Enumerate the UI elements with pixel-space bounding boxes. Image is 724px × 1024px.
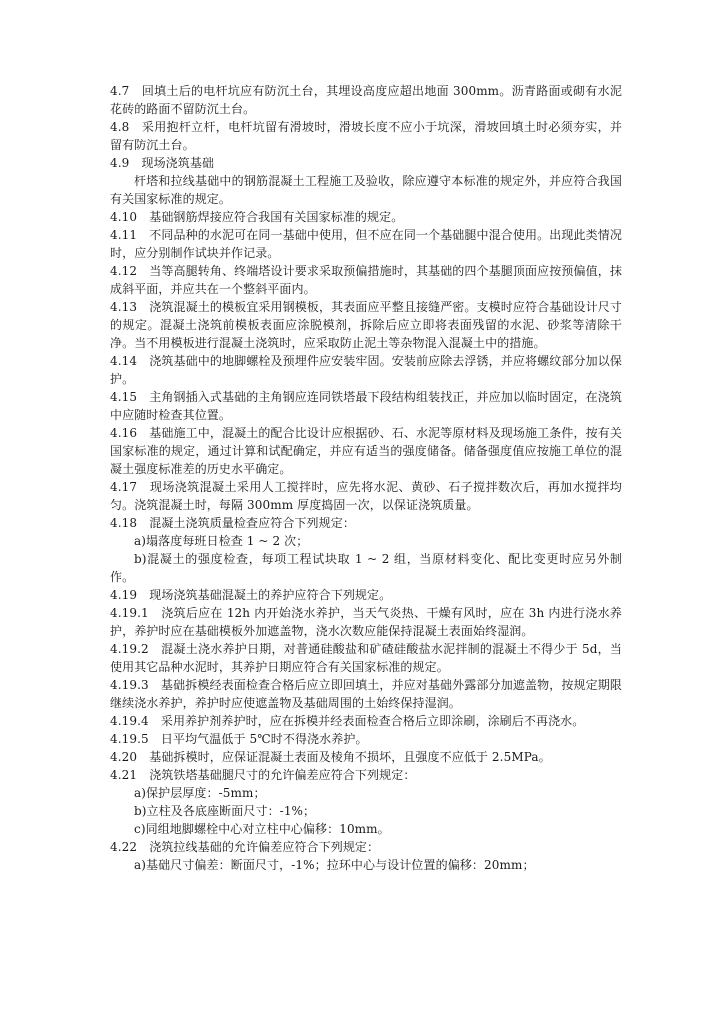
clause-4-18: 4.18 混凝土浇筑质量检查应符合下列规定： [110, 516, 355, 530]
clause-4-18-a: a)塌落度每班日检查 1 ~ 2 次； [134, 534, 309, 548]
clause-4-22: 4.22 浇筑拉线基础的允许偏差应符合下列规定： [110, 840, 380, 854]
clause-4-11: 4.11 不同品种的水泥可在同一基础中使用，但不应在同一个基础腿中混合使用。出现此类情况时，应分别制作试块并作记录。 [110, 228, 622, 260]
clause-4-20: 4.20 基础拆模时，应保证混凝土表面及棱角不损坏，且强度不应低于 2.5MPa。 [110, 750, 551, 764]
clause-4-19-2: 4.19.2 混凝土浇水养护日期，对普通硅酸盐和矿碴硅酸盐水泥拌制的混凝土不得少于 5d，当使用其它品种水泥时，其养护日期应符合有关国家标准的规定。 [110, 642, 622, 674]
clause-4-21-a: a)保护层厚度：-5mm； [134, 786, 266, 800]
clause-4-19: 4.19 现场浇筑基础混凝土的养护应符合下列规定。 [110, 588, 392, 602]
clause-4-21-c: c)同组地脚螺栓中心对立柱中心偏移：10mm。 [134, 822, 390, 836]
clause-4-14: 4.14 浇筑基础中的地脚螺栓及预埋件应安装牢固。安装前应除去浮锈，并应将螺纹部分加以保护。 [110, 354, 622, 386]
clause-4-19-1: 4.19.1 浇筑后应在 12h 内开始浇水养护，当天气炎热、干燥有风时，应在 3h 内进行浇水养护，养护时应在基础模板外加遮盖物，浇水次数应能保持混凝土表面始终湿润。 [110, 606, 622, 638]
clause-4-18-b: b)混凝土的强度检查，每项工程试块取 1 ~ 2 组，当原材料变化、配比变更时应另外制作。 [110, 552, 622, 584]
clause-4-9-heading: 4.9 现场浇筑基础 [110, 156, 215, 170]
clause-4-19-3: 4.19.3 基础拆模经表面检查合格后应立即回填土，并应对基础外露部分加遮盖物，按规定期限继续浇水养护，养护时应使遮盖物及基础周围的土始终保持湿润。 [110, 678, 622, 710]
clause-4-21-b: b)立柱及各底座断面尺寸：-1%； [134, 804, 316, 818]
clause-4-9-body: 杆塔和拉线基础中的钢筋混凝土工程施工及验收，除应遵守本标准的规定外，并应符合我国有关国家标准的规定。 [110, 174, 622, 206]
clause-4-10: 4.10 基础钢筋焊接应符合我国有关国家标准的规定。 [110, 210, 404, 224]
clause-4-13: 4.13 浇筑混凝土的模板宜采用钢模板，其表面应平整且接缝严密。支模时应符合基础设计尺寸的规定。混凝土浇筑前模板表面应涂脱模剂，拆除后应立即将表面残留的水泥、砂浆等清除干净。当不用模板进行混凝土浇筑时，应采取防止泥土等杂物混入混凝土中的措施。 [110, 300, 622, 350]
clause-4-19-4: 4.19.4 采用养护剂养护时，应在拆模并经表面检查合格后立即涂刷，涂刷后不再浇水。 [110, 714, 585, 728]
clause-4-12: 4.12 当等高腿转角、终端塔设计要求采取预偏措施时，其基础的四个基腿顶面应按预偏值，抹成斜平面，并应共在一个整斜平面内。 [110, 264, 622, 296]
clause-4-8: 4.8 采用抱杆立杆，电杆坑留有滑坡时，滑坡长度不应小于坑深，滑坡回填土时必须夯实，并留有防沉土台。 [110, 120, 622, 152]
clause-4-7: 4.7 回填土后的电杆坑应有防沉土台，其埋设高度应超出地面 300mm。沥青路面或砌有水泥花砖的路面不留防沉土台。 [110, 84, 622, 116]
clause-4-17: 4.17 现场浇筑混凝土采用人工搅拌时，应先将水泥、黄砂、石子搅拌数次后，再加水搅拌均匀。浇筑混凝土时，每隔 300mm 厚度捣固一次，以保证浇筑质量。 [110, 480, 622, 512]
clause-4-15: 4.15 主角钢插入式基础的主角钢应连同铁塔最下段结构组装找正，并应加以临时固定，在浇筑中应随时检查其位置。 [110, 390, 622, 422]
clause-4-21: 4.21 浇筑铁塔基础腿尺寸的允许偏差应符合下列规定： [110, 768, 416, 782]
clause-4-16: 4.16 基础施工中，混凝土的配合比设计应根据砂、石、水泥等原材料及现场施工条件，按有关国家标准的规定，通过计算和试配确定，并应有适当的强度储备。储备强度值应按施工单位的混凝土强度标准差的历史水平确定。 [110, 426, 622, 476]
clause-4-22-a: a)基础尺寸偏差：断面尺寸，-1%；拉环中心与设计位置的偏移：20mm； [134, 858, 535, 872]
clause-4-19-5: 4.19.5 日平均气温低于 5℃时不得浇水养护。 [110, 732, 368, 746]
document-page [110, 82, 622, 874]
